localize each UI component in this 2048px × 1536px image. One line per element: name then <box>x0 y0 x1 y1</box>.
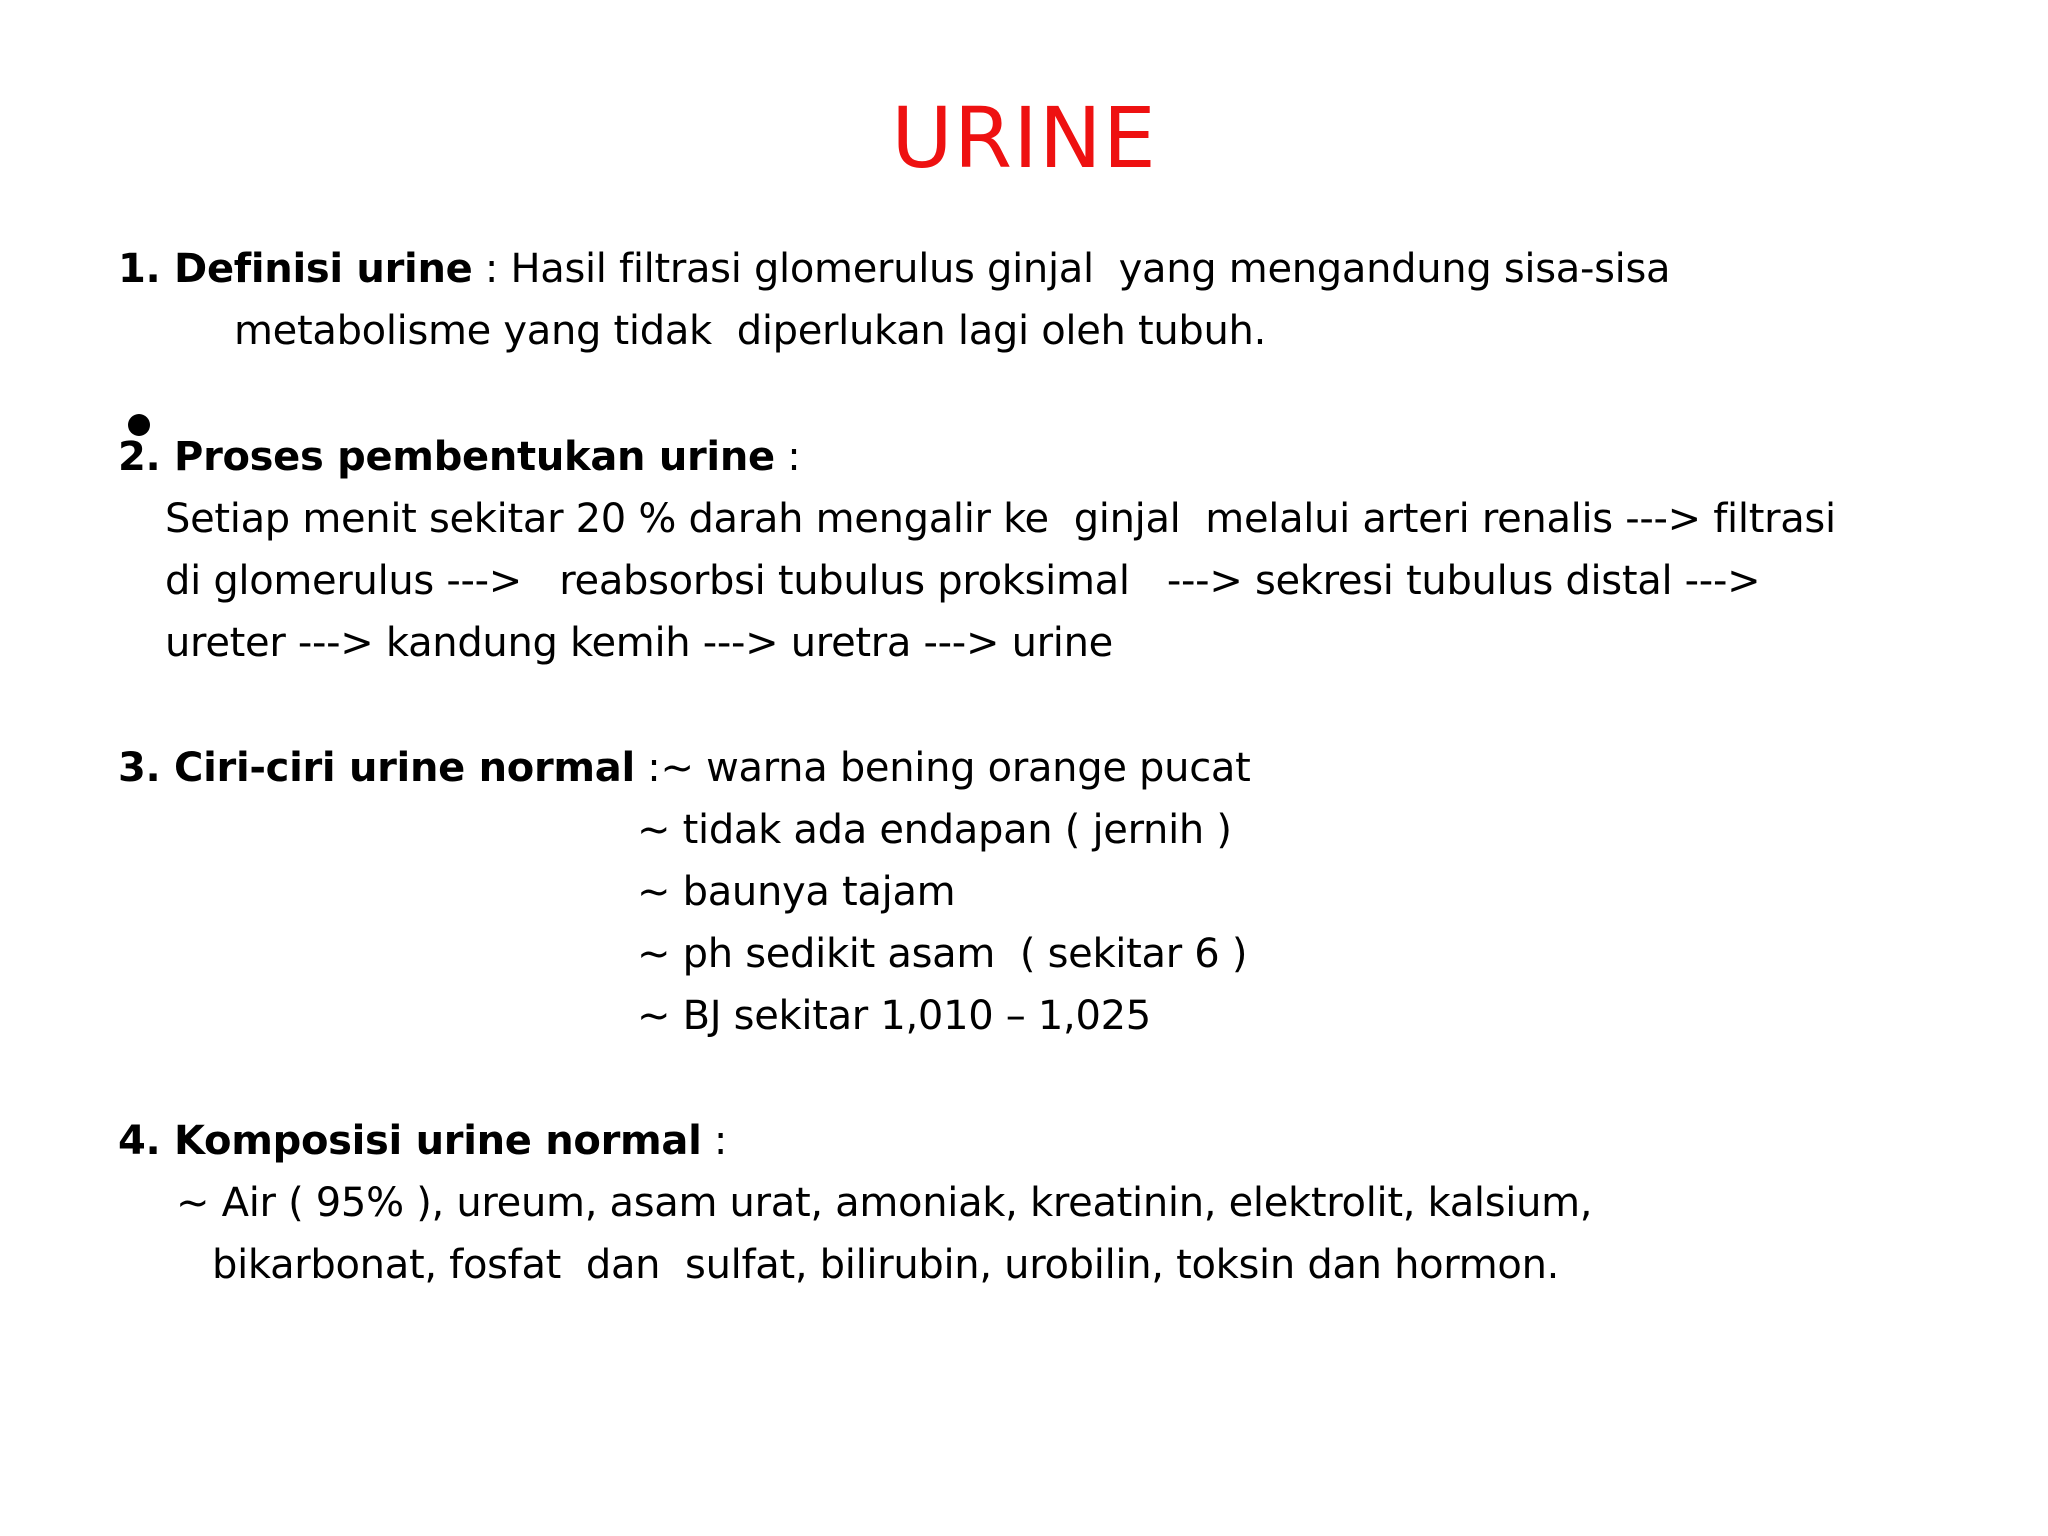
definition-text: : Hasil filtrasi glomerulus ginjal yang mengandung sisa-sisa <box>472 246 1671 292</box>
definition-line-1 <box>118 238 1670 300</box>
process-line-2: di glomerulus ---> reabsorbsi tubulus proksimal ---> sekresi tubulus distal ---> <box>165 558 1761 604</box>
process-line-3: ureter ---> kandung kemih ---> uretra ---> urine <box>165 620 1113 666</box>
characteristics-item: ~ tidak ada endapan ( jernih ) <box>637 807 1232 853</box>
process-heading-colon: : <box>774 434 801 480</box>
composition-heading-line <box>118 1110 727 1172</box>
composition-heading: 4. Komposisi urine normal <box>118 1118 702 1164</box>
characteristics-item: ~ BJ sekitar 1,010 – 1,025 <box>637 993 1151 1039</box>
characteristics-item-first: :~ warna bening orange pucat <box>634 745 1251 791</box>
definition-heading: 1. Definisi urine <box>118 246 473 292</box>
process-line-1: Setiap menit sekitar 20 % darah mengalir ke ginjal melalui arteri renalis ---> filtrasi <box>165 496 1836 542</box>
definition-line-2: metabolisme yang tidak diperlukan lagi oleh tubuh. <box>234 308 1267 354</box>
slide-title: URINE <box>891 89 1157 187</box>
process-heading: 2. Proses pembentukan urine <box>118 434 775 480</box>
process-heading-line <box>118 426 800 488</box>
characteristics-item: ~ ph sedikit asam ( sekitar 6 ) <box>637 931 1248 977</box>
composition-line-1: ~ Air ( 95% ), ureum, asam urat, amoniak, kreatinin, elektrolit, kalsium, <box>176 1180 1593 1226</box>
composition-heading-colon: : <box>701 1118 728 1164</box>
characteristics-item: ~ baunya tajam <box>637 869 956 915</box>
composition-line-2: bikarbonat, fosfat dan sulfat, bilirubin, urobilin, toksin dan hormon. <box>212 1242 1560 1288</box>
characteristics-heading: 3. Ciri-ciri urine normal <box>118 745 635 791</box>
characteristics-line-1 <box>118 737 1250 799</box>
